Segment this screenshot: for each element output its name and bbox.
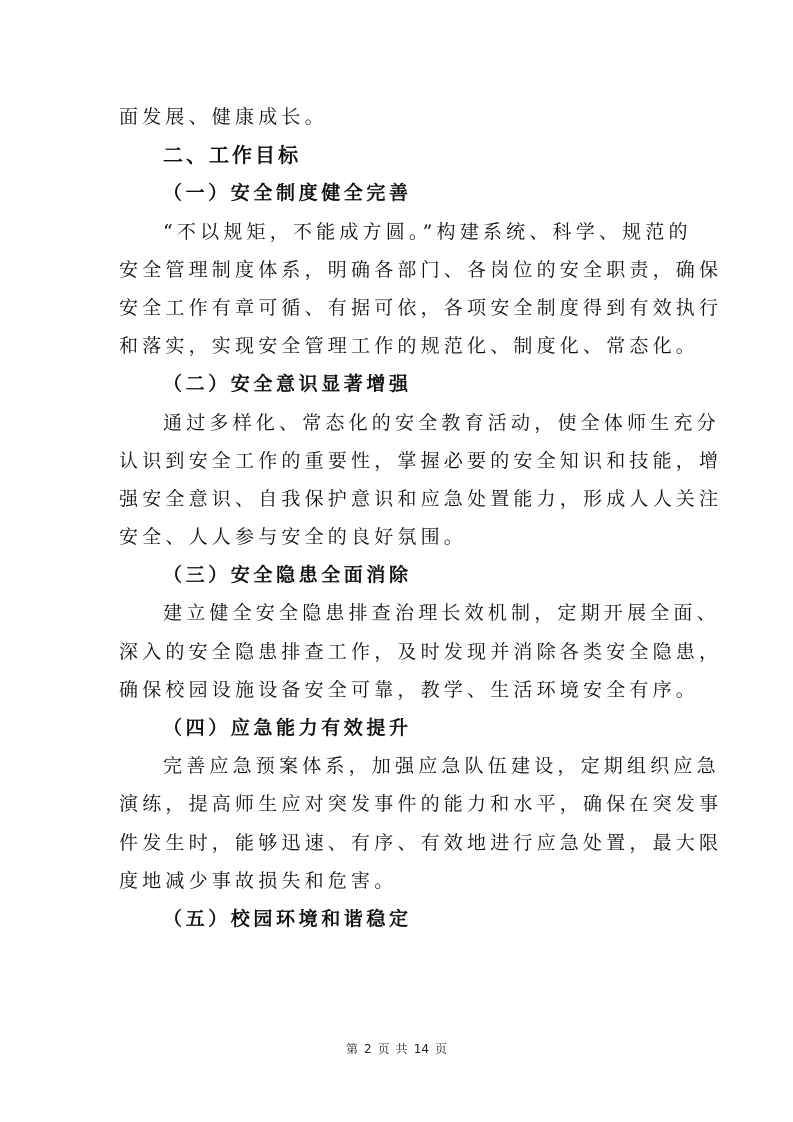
- paragraph-line: 和落实，实现安全管理工作的规范化、制度化、常态化。: [119, 335, 700, 358]
- subsection-heading: （三）安全隐患全面消除: [163, 564, 412, 587]
- footer-total-prefix: 共: [395, 1042, 408, 1056]
- footer-prefix: 第: [346, 1042, 359, 1056]
- subsection-heading: （五）校园环境和谐稳定: [163, 907, 412, 930]
- page-content: [119, 98, 723, 938]
- paragraph: [119, 747, 723, 900]
- paragraph-line: 认识到安全工作的重要性，掌握必要的安全知识和技能，增: [119, 449, 723, 472]
- footer-page-word: 页: [377, 1042, 390, 1056]
- paragraph-line: 完善应急预案体系，加强应急队伍建设，定期组织应急: [163, 755, 720, 778]
- paragraph-line: 件发生时，能够迅速、有序、有效地进行应急处置，最大限: [119, 831, 723, 854]
- paragraph-line: 建立健全安全隐患排查治理长效机制，定期开展全面、: [163, 602, 720, 625]
- paragraph-line: 确保校园设施设备安全可靠，教学、生活环境安全有序。: [119, 678, 700, 701]
- paragraph-line: 安全管理制度体系，明确各部门、各岗位的安全职责，确保: [119, 258, 723, 281]
- paragraph: [119, 404, 723, 557]
- subsection-heading: （二）安全意识显著增强: [163, 373, 412, 396]
- paragraph-line: “不以规矩，不能成方圆。”构建系统、科学、规范的: [163, 220, 692, 243]
- paragraph-line: 深入的安全隐患排查工作，及时发现并消除各类安全隐患，: [119, 640, 723, 663]
- page-footer: [0, 1040, 793, 1057]
- paragraph-line: 安全、人人参与安全的良好氛围。: [119, 526, 468, 549]
- footer-suffix: 页: [434, 1042, 447, 1056]
- paragraph-line: 安全工作有章可循、有据可依，各项安全制度得到有效执行: [119, 296, 723, 319]
- paragraph: [119, 594, 723, 709]
- paragraph: [119, 213, 723, 366]
- total-pages-number: 14: [413, 1042, 429, 1056]
- paragraph-line: 通过多样化、常态化的安全教育活动，使全体师生充分: [163, 411, 720, 434]
- subsection-heading: （四）应急能力有效提升: [163, 717, 412, 739]
- current-page-number: 2: [364, 1042, 372, 1056]
- subsection-heading: （一）安全制度健全完善: [163, 182, 412, 205]
- paragraph-line: 度地减少事故损失和危害。: [119, 869, 398, 892]
- paragraph-line: 演练，提高师生应对突发事件的能力和水平，确保在突发事: [119, 793, 723, 816]
- body-text-line: 面发展、健康成长。: [119, 106, 328, 128]
- section-heading: 二、工作目标: [163, 143, 301, 168]
- paragraph-line: 强安全意识、自我保护意识和应急处置能力，形成人人关注: [119, 487, 723, 510]
